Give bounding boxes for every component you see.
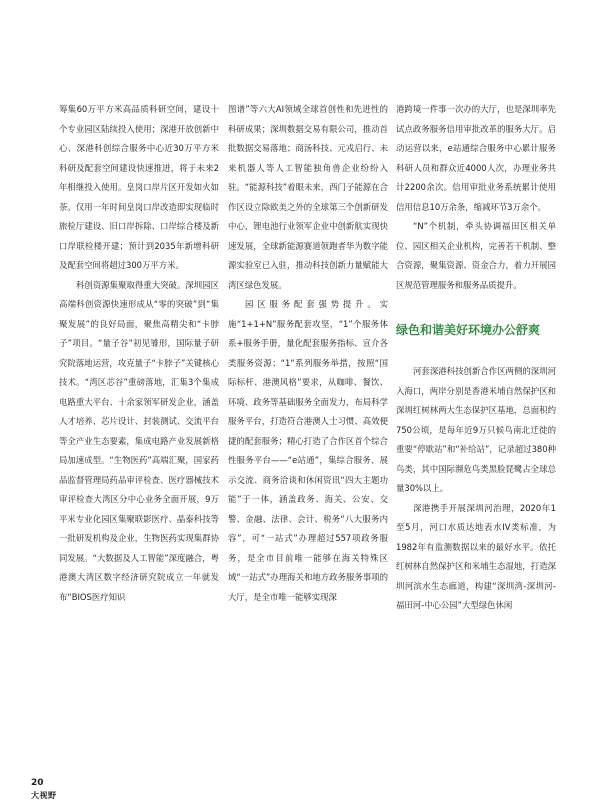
section-heading: 绿色和谐美好环境办公舒爽 <box>396 323 541 337</box>
paragraph: 筹集60万平方米高品质科研空间，建设十个专业园区陆续投入使用；深港开放创新中心、深港科创综合服务中心近30万平方米科研及配套空间建设快速推进，将于未来2年相继投入使用。皇岗口岸片区开发如火如荼。仅用一年时间皇岗口岸改造即实现临时旅检厅建设、旧口岸拆除、口岸综合楼及新口岸联检楼开建；预计到2035年新增科研及配套空间将超过300万平方米。 <box>59 104 219 270</box>
paragraph: 图谱”等六大AI领域全球首创性和先进性的科研成果；深圳数据交易有限公司，推动首批数据交易落地；商汤科技、元戎启行、未来机器人等人工智能独角兽企业纷纷入驻。“能源科技”着眼未来，西门子能源在合作区设立除欧美之外的全球第三个创新研发中心，锂电池行业领军企业中创新航实现快速发展，全球新能源赛道领跑者华为数字能源实验室已入驻，推动科技创新力量赋能大湾区绿色发展。 <box>228 104 388 290</box>
page-number: 20 <box>31 778 44 788</box>
paragraph: 港跨境一件事一次办的大厅，也是深圳率先试点政务服务信用审批改革的服务大厅。启动运营以来，e站通综合服务中心累计服务科研人员和群众近4000人次，办理业务共计2200余次。信用审批业务系统累计使用信用信息10万余条，缩减环节3万余个。 <box>396 104 556 212</box>
text-column-3 <box>396 100 556 616</box>
magazine-name: 大视野 <box>31 791 57 800</box>
paragraph: “N”个机制，牵头协调福田区相关单位、园区相关企业机构，完善若干机制、整合资源，聚集资源、资金合力，着力开展园区规范管理服务和服务品质提升。 <box>396 221 556 290</box>
text-column-2 <box>228 100 388 607</box>
paragraph: 深港携手开展深圳河治理，2020年1至5月，河口水质达地表水IV类标准，为1982年有监测数据以来的最好水平。依托红树林自然保护区和米埔生态湿地，打造深圳河滨水生态廊道，构建“深圳湾-深圳河-福田河-中心公园”大型绿色休闲 <box>396 502 556 610</box>
paragraph: 河套深港科技创新合作区两侧的深圳河入海口，两岸分别是香港米埔自然保护区和深圳红树林两大生态保护区基地，总面积约750公顷，是每年近9万只候鸟南北迁徙的重要“停歇站”和“补给站”，记录超过380种鸟类，其中国际濒危鸟类黑脸琵鹭占全球总量30%以上。 <box>396 366 556 493</box>
text-column-1 <box>59 100 219 607</box>
paragraph: 科创资源集聚取得重大突破。深圳园区高端科创资源快速形成从“零的突破”到“集聚发展”的良好局面，聚焦高精尖和“卡脖子”项目。“量子谷”初见雏形，国际量子研究院落地运营，攻克量子“卡脖子”关键核心技术。“湾区芯谷”重磅落地，汇集3个集成电路重大平台、十余家领军研发企业，涵盖人才培养、芯片设计、封装测试、交流平台等全产业生态要素，集成电路产业发展新格局加速成型。“生物医药”高端汇聚，国家药品监督管理局药品审评检查、医疗器械技术审评检查大湾区分中心业务全面开展，9万平米专业化园区集聚联影医疗、晶泰科技等一批研发机构及企业，生物医药实现集群协同发展。“大数据及人工智能”深度融合，粤港澳大湾区数字经济研究院成立一年就发布“BIOS医疗知识 <box>59 279 219 602</box>
paragraph: 园区服务配套强势提升。实施“1+1+N”服务配套攻坚，“1”个服务体系+服务手册，量化配套服务指标、宣介各类服务资源；“1”系列服务举措，按照“国际标杆、港澳风格”要求，从咖啡、餐饮、环境、政务等基础服务全面发力，布局科学服务平台，打造符合港澳人士习惯、高效便捷的配套服务；精心打造了合作区首个综合性服务平台——“e站通”，集综合服务、展示交流、商务洽谈和休闲资讯“四大主题功能”于一体，涵盖政务、海关、公安、交警、金融、法律、会计、税务“八大服务内容”，可“一站式”办理超过557项政务服务，是全市目前唯一能够在海关特殊区域“一站式”办理海关和地方政务服务事项的大厅，是全市唯一能够实现深 <box>228 299 388 602</box>
